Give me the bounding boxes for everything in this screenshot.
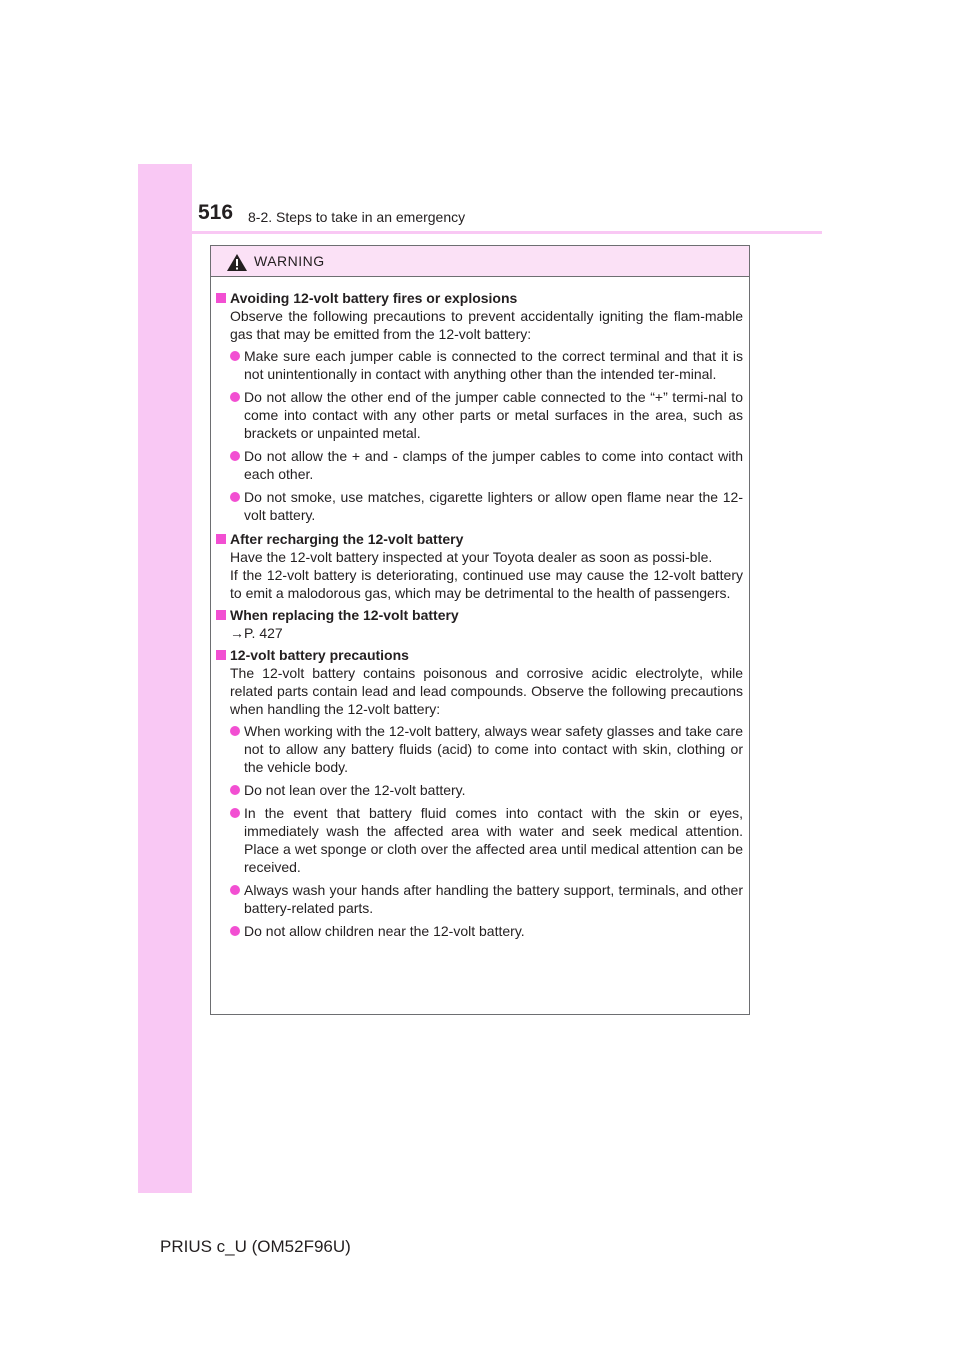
- warning-section: [216, 646, 743, 940]
- list-item: [230, 922, 743, 940]
- warning-label: WARNING: [254, 253, 325, 269]
- list-item: [230, 347, 743, 383]
- footer-model-code: PRIUS c_U (OM52F96U): [160, 1237, 351, 1256]
- bullet-list: [230, 347, 743, 524]
- page-number: 516: [198, 201, 234, 224]
- warning-section-title: Avoiding 12-volt battery fires or explosions: [230, 290, 518, 306]
- warning-header: [211, 246, 749, 277]
- list-item-text: Do not smoke, use matches, cigarette lighters or allow open flame near the 12-volt battery.: [244, 489, 743, 523]
- warning-section: [216, 289, 743, 524]
- circle-bullet-icon: [230, 808, 240, 818]
- list-item: [230, 488, 743, 524]
- circle-bullet-icon: [230, 492, 240, 502]
- warning-section-title: When replacing the 12-volt battery: [230, 607, 459, 623]
- list-item-text: When working with the 12-volt battery, always wear safety glasses and take care not to allow any battery fluids (acid) to come into contact with skin, clothing or the vehicle body.: [244, 723, 743, 775]
- list-item: [230, 722, 743, 776]
- square-bullet-icon: [216, 650, 226, 660]
- warning-paragraph: Observe the following precautions to prevent accidentally igniting the flam-mable gas that may be emitted from the 12-volt battery:: [230, 308, 743, 342]
- circle-bullet-icon: [230, 926, 240, 936]
- list-item: [230, 388, 743, 442]
- list-item: [230, 804, 743, 876]
- warning-content: [211, 277, 749, 940]
- list-item-text: Always wash your hands after handling the battery support, terminals, and other battery-related parts.: [244, 882, 743, 916]
- side-color-band: [138, 164, 192, 1193]
- warning-paragraph: Have the 12-volt battery inspected at your Toyota dealer as soon as possi-ble.: [230, 549, 713, 565]
- circle-bullet-icon: [230, 392, 240, 402]
- circle-bullet-icon: [230, 785, 240, 795]
- circle-bullet-icon: [230, 726, 240, 736]
- circle-bullet-icon: [230, 885, 240, 895]
- warning-box: [210, 245, 750, 1015]
- list-item-text: Do not allow children near the 12-volt battery.: [244, 923, 525, 939]
- warning-paragraph: If the 12-volt battery is deteriorating, continued use may cause the 12-volt battery to emit a malodorous gas, which may be detrimental to the health of passengers.: [230, 567, 743, 601]
- header-rule: [192, 231, 822, 234]
- list-item-text: Make sure each jumper cable is connected to the correct terminal and that it is not unintentionally in contact with anything other than the intended ter-minal.: [244, 348, 743, 382]
- square-bullet-icon: [216, 610, 226, 620]
- warning-section-title: After recharging the 12-volt battery: [230, 531, 464, 547]
- circle-bullet-icon: [230, 451, 240, 461]
- circle-bullet-icon: [230, 351, 240, 361]
- section-title: 8-2. Steps to take in an emergency: [248, 209, 466, 225]
- warning-triangle-icon: [226, 253, 248, 272]
- list-item-text: Do not allow the other end of the jumper cable connected to the “+” termi-nal to come into contact with any other parts or metal surfaces in the area, such as brackets or unpainted metal.: [244, 389, 743, 441]
- list-item: [230, 781, 743, 799]
- warning-paragraph: →P. 427: [230, 625, 283, 641]
- list-item-text: Do not lean over the 12-volt battery.: [244, 782, 466, 798]
- warning-section: [216, 606, 743, 642]
- bullet-list: [230, 722, 743, 940]
- list-item: [230, 881, 743, 917]
- square-bullet-icon: [216, 293, 226, 303]
- warning-paragraph: The 12-volt battery contains poisonous and corrosive acidic electrolyte, while related parts contain lead and lead compounds. Observe the following precautions when handling the 12-volt battery:: [230, 665, 743, 717]
- list-item: [230, 447, 743, 483]
- list-item-text: Do not allow the + and - clamps of the jumper cables to come into contact with each other.: [244, 448, 743, 482]
- warning-section-title: 12-volt battery precautions: [230, 647, 409, 663]
- warning-section: [216, 530, 743, 602]
- list-item-text: In the event that battery fluid comes into contact with the skin or eyes, immediately wash the affected area with water and seek medical attention. Place a wet sponge or cloth over the affected area until medical attention can be received.: [244, 805, 743, 875]
- square-bullet-icon: [216, 534, 226, 544]
